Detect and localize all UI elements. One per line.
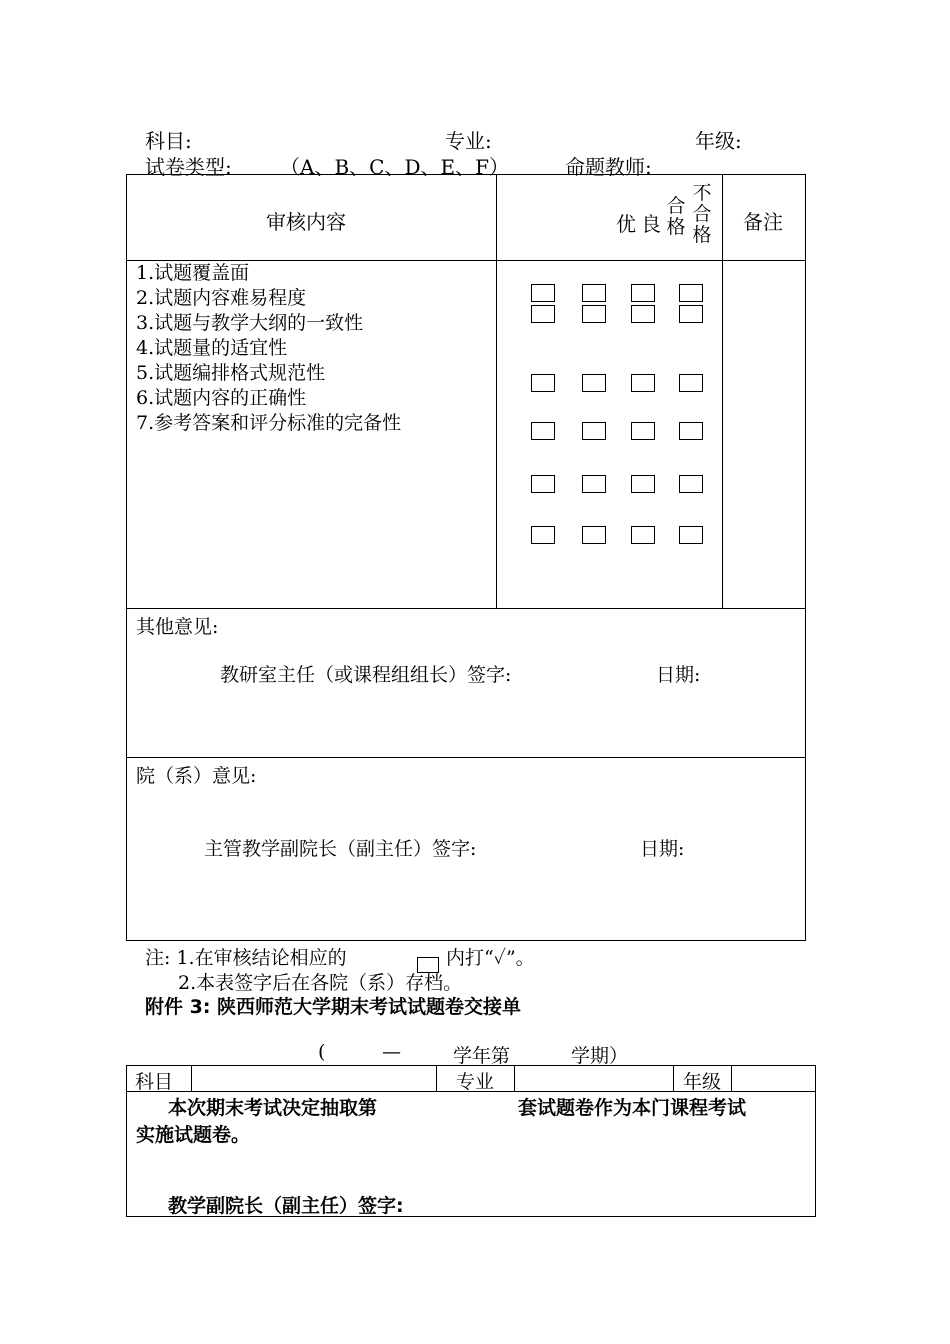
note-1-prefix: 注: 1.在审核结论相应的 <box>145 947 347 969</box>
review-items-list <box>136 261 401 436</box>
table-divider <box>673 1065 674 1091</box>
col-remarks-header: 备注 <box>743 210 783 234</box>
checkbox-excellent-1[interactable] <box>531 284 555 302</box>
paper-type-options: （A、B、C、D、E、F） <box>280 155 509 179</box>
table-divider <box>514 1065 515 1091</box>
handover-major-label: 专业 <box>456 1071 495 1093</box>
major-label: 专业: <box>445 129 492 153</box>
col-good-header: 良 <box>641 212 661 236</box>
handover-grade-label: 年级 <box>683 1071 722 1093</box>
paper-type-label: 试卷类型: <box>145 155 232 179</box>
list-item: 4.试题量的适宜性 <box>136 337 288 359</box>
subject-label: 科目: <box>145 129 192 153</box>
year-line-end: 学期） <box>571 1045 629 1067</box>
list-item: 2.试题内容难易程度 <box>136 287 307 309</box>
vice-dean-sign-label: 主管教学副院长（副主任）签字: <box>204 838 477 860</box>
checkbox-pass-3[interactable] <box>631 374 655 392</box>
checkbox-pass-6[interactable] <box>631 526 655 544</box>
attachment-title: 附件 3: 陕西师范大学期末考试试题卷交接单 <box>145 996 522 1018</box>
handover-sign-label: 教学副院长（副主任）签字: <box>168 1195 404 1217</box>
checkbox-fail-6[interactable] <box>679 526 703 544</box>
checkbox-excellent-2[interactable] <box>531 305 555 323</box>
date-label: 日期: <box>640 838 685 860</box>
note-2: 2.本表签字后在各院（系）存档。 <box>178 972 463 994</box>
table-divider <box>126 608 806 609</box>
note-1-suffix: 内打“✓”。 <box>446 947 535 969</box>
list-item: 6.试题内容的正确性 <box>136 387 307 409</box>
year-line-open: ( <box>318 1041 326 1063</box>
checkbox-good-4[interactable] <box>582 422 606 440</box>
checkbox-fail-3[interactable] <box>679 374 703 392</box>
table-divider <box>496 174 497 608</box>
checkbox-excellent-4[interactable] <box>531 422 555 440</box>
table-divider <box>126 757 806 758</box>
col-pass-header: 合格 <box>666 195 686 238</box>
checkbox-good-3[interactable] <box>582 374 606 392</box>
checkbox-fail-4[interactable] <box>679 422 703 440</box>
list-item: 7.参考答案和评分标准的完备性 <box>136 412 402 434</box>
director-sign-label: 教研室主任（或课程组组长）签字: <box>220 664 512 686</box>
table-divider <box>731 1065 732 1091</box>
col-excellent-header: 优 <box>616 212 636 236</box>
checkbox-good-6[interactable] <box>582 526 606 544</box>
checkbox-fail-1[interactable] <box>679 284 703 302</box>
col-content-header: 审核内容 <box>266 210 346 234</box>
checkbox-pass-4[interactable] <box>631 422 655 440</box>
checkbox-excellent-6[interactable] <box>531 526 555 544</box>
table-divider <box>436 1065 437 1091</box>
checkbox-pass-1[interactable] <box>631 284 655 302</box>
teacher-label: 命题教师: <box>565 155 652 179</box>
col-fail-header: 不合格 <box>692 182 712 246</box>
checkbox-good-5[interactable] <box>582 475 606 493</box>
checkbox-excellent-5[interactable] <box>531 475 555 493</box>
year-line-mid: 学年第 <box>453 1045 511 1067</box>
handover-subject-label: 科目 <box>135 1071 174 1093</box>
checkbox-excellent-3[interactable] <box>531 374 555 392</box>
checkbox-good-2[interactable] <box>582 305 606 323</box>
checkbox-fail-5[interactable] <box>679 475 703 493</box>
checkbox-pass-5[interactable] <box>631 475 655 493</box>
year-line-dash: — <box>382 1041 401 1063</box>
other-opinions-label: 其他意见: <box>136 616 219 638</box>
checkbox-pass-2[interactable] <box>631 305 655 323</box>
handover-body-line2: 实施试题卷。 <box>136 1124 251 1146</box>
handover-body-line1b: 套试题卷作为本门课程考试 <box>518 1097 747 1119</box>
list-item: 1.试题覆盖面 <box>136 262 250 284</box>
table-divider <box>722 174 723 608</box>
date-label: 日期: <box>656 664 701 686</box>
grade-label: 年级: <box>695 129 742 153</box>
checkbox-good-1[interactable] <box>582 284 606 302</box>
dept-opinion-label: 院（系）意见: <box>136 765 257 787</box>
list-item: 3.试题与教学大纲的一致性 <box>136 312 364 334</box>
list-item: 5.试题编排格式规范性 <box>136 362 326 384</box>
checkbox-fail-2[interactable] <box>679 305 703 323</box>
table-divider <box>191 1065 192 1091</box>
handover-body-line1a: 本次期末考试决定抽取第 <box>168 1097 378 1119</box>
